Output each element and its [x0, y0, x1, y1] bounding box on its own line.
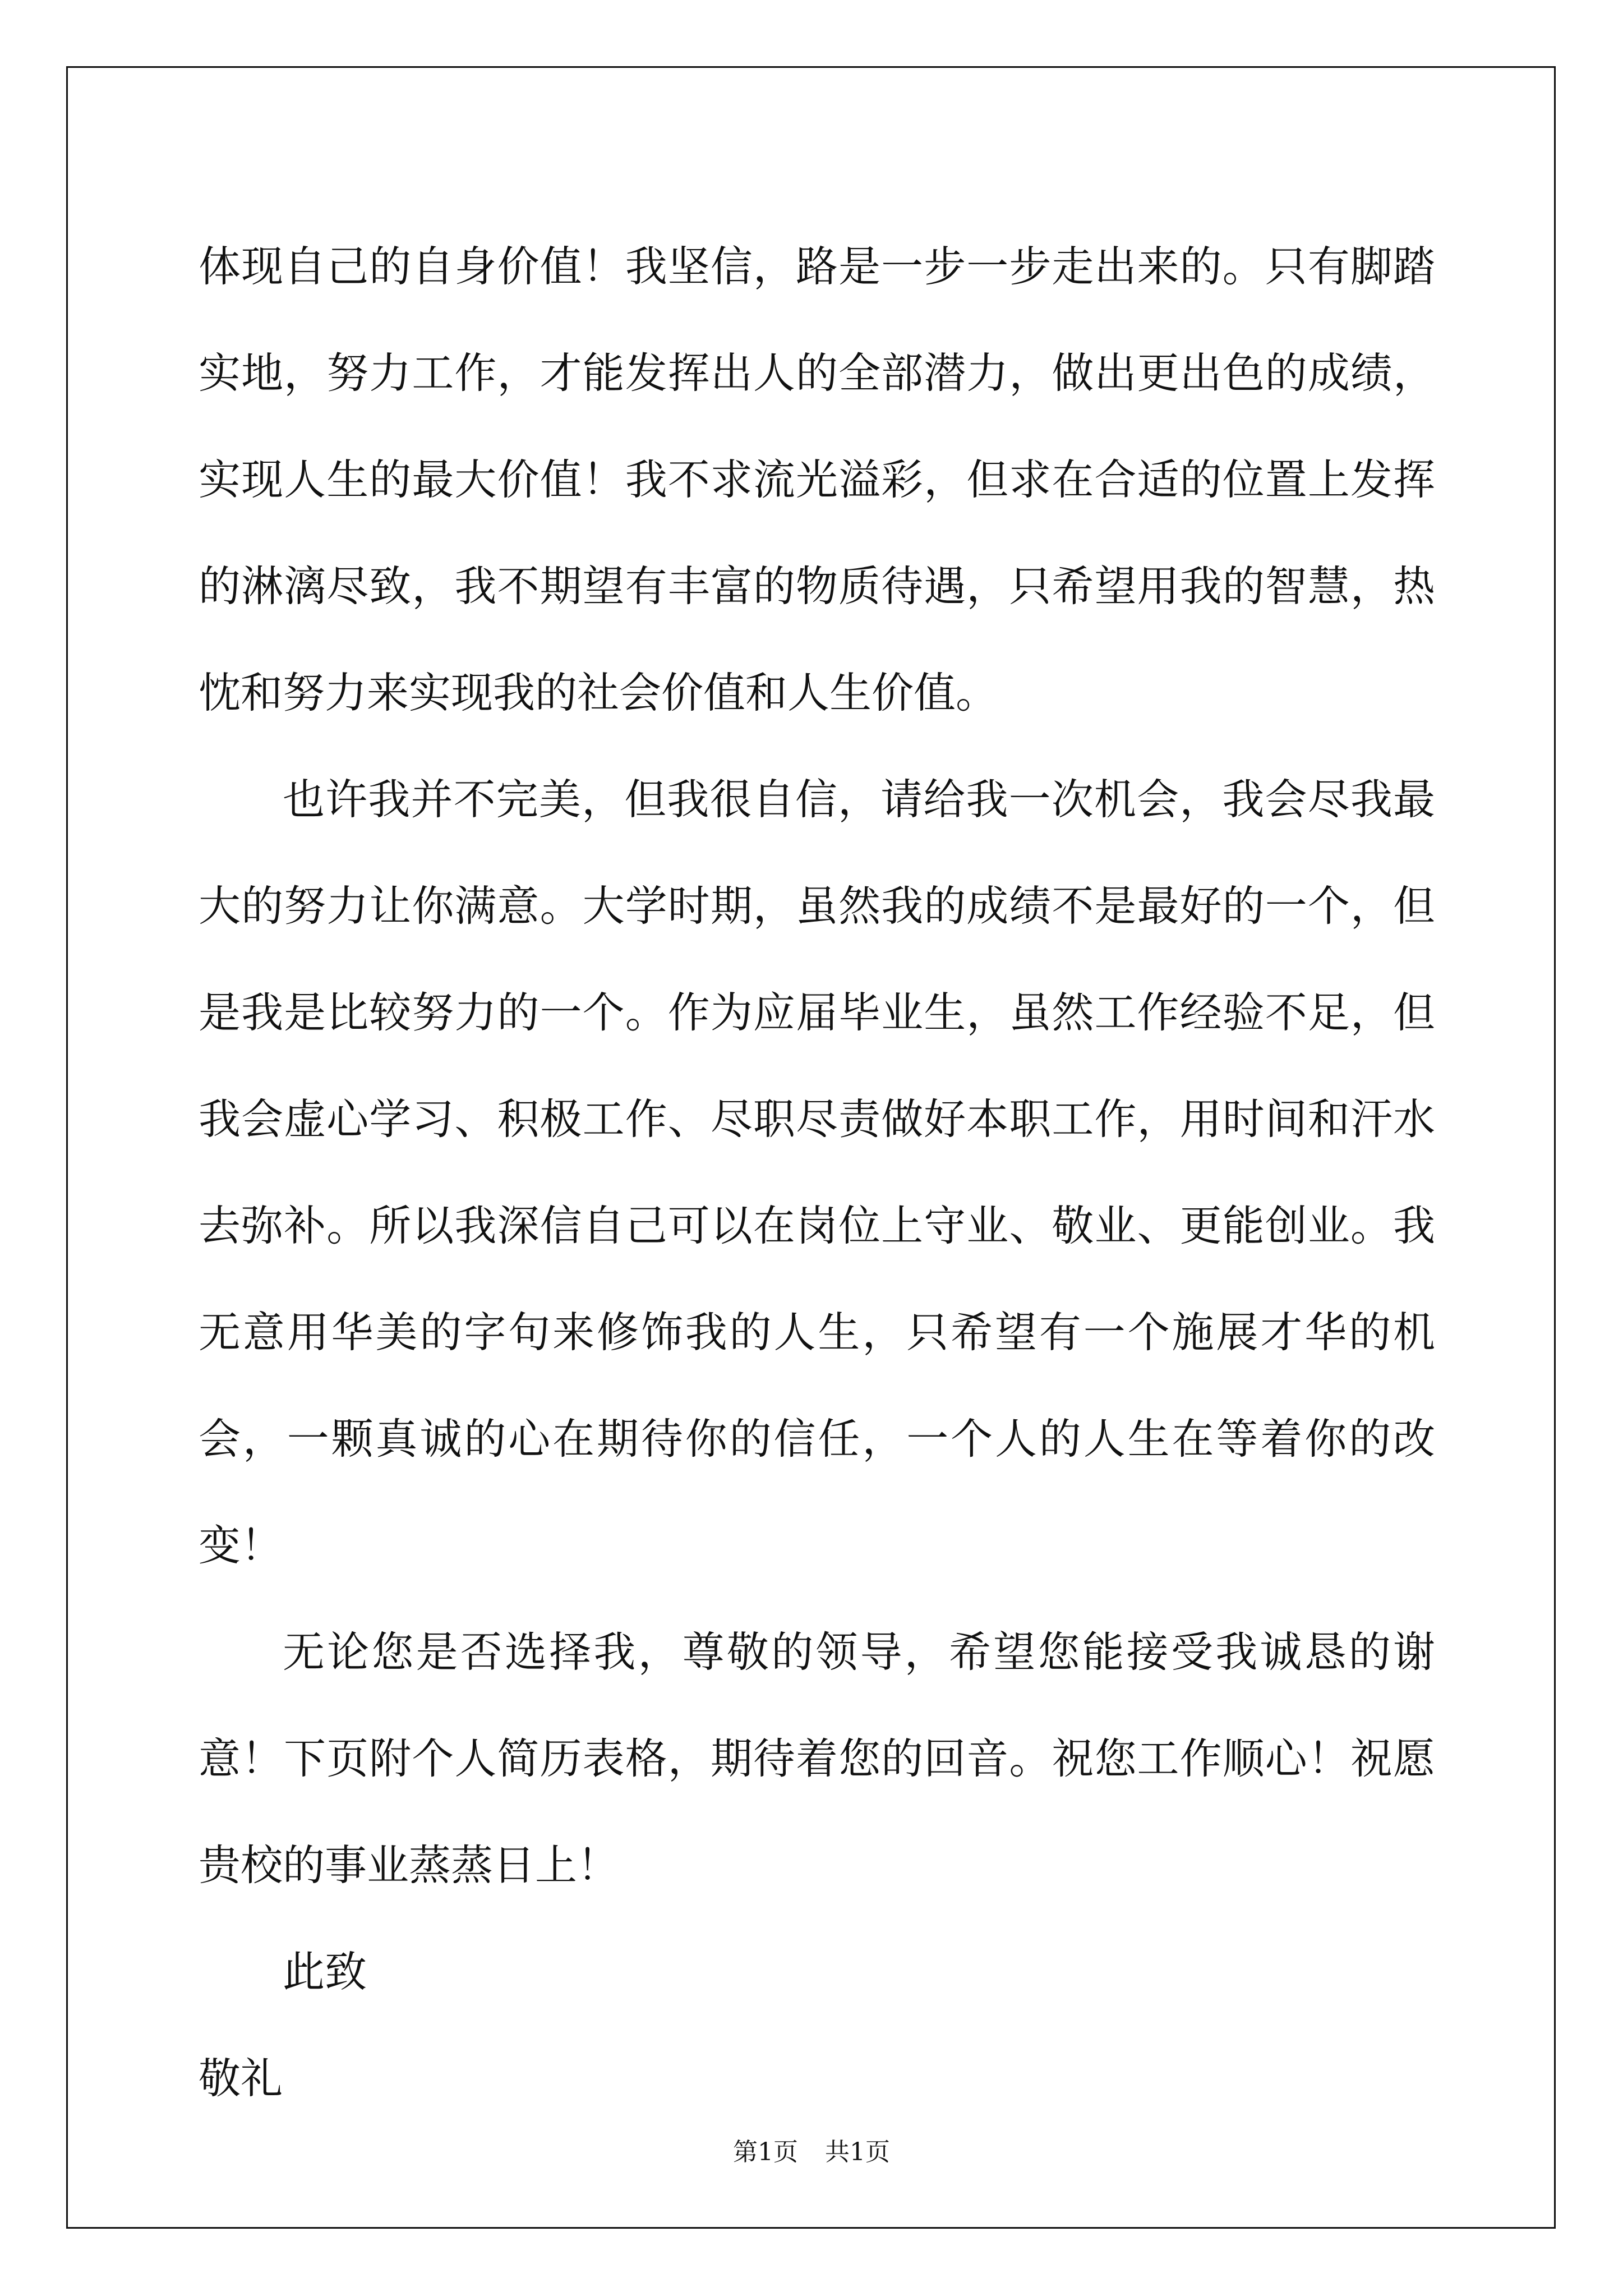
paragraph-3: 无论您是否选择我，尊敬的领导，希望您能接受我诚恳的谢意！下页附个人简历表格，期待着您的回音。祝您工作顺心！祝愿贵校的事业蒸蒸日上！ [199, 1627, 1435, 1890]
letter-body [199, 213, 1435, 2132]
paragraph-1: 体现自己的自身价值！我坚信，路是一步一步走出来的。只有脚踏实地，努力工作，才能发挥出人的全部潜力，做出更出色的成绩，实现人生的最大价值！我不求流光溢彩，但求在合适的位置上发挥的淋漓尽致，我不期望有丰富的物质待遇，只希望用我的智慧，热忱和努力来实现我的社会价值和人生价值。 [199, 242, 1435, 717]
closing-line: 此致 [283, 1947, 367, 1996]
paragraph-2: 也许我并不完美，但我很自信，请给我一次机会，我会尽我最大的努力让你满意。大学时期，虽然我的成绩不是最好的一个，但是我是比较努力的一个。作为应届毕业生，虽然工作经验不足，但我会虚心学习、积极工作、尽职尽责做好本职工作，用时间和汗水去弥补。所以我深信自己可以在岗位上守业、敬业、更能创业。我无意用华美的字句来修饰我的人生，只希望有一个施展才华的机会，一颗真诚的心在期待你的信任，一个人的人生在等着你的改变！ [199, 775, 1435, 1570]
page-footer [0, 2132, 1623, 2168]
salutation-line: 敬礼 [199, 2054, 283, 2103]
page-number-total: 共1页 [825, 2138, 890, 2166]
page-number-current: 第1页 [733, 2138, 798, 2166]
